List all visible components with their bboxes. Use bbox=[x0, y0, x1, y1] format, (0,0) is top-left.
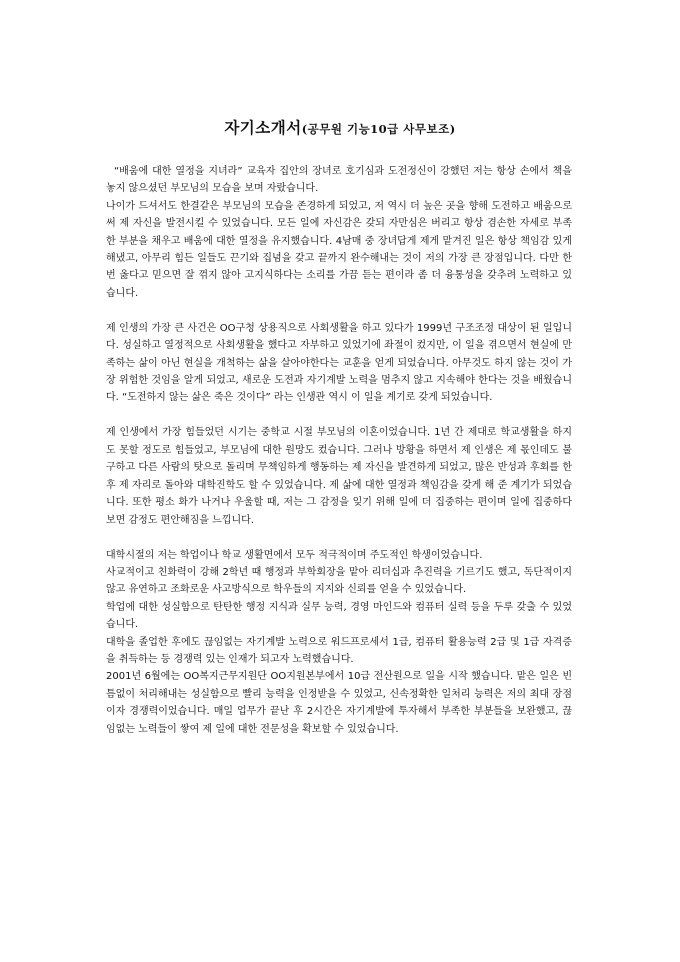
paragraph-certifications: 대학을 졸업한 후에도 끊임없는 자기계발 노력으로 워드프로세서 1급, 컴퓨터 활용능력 2급 및 1급 자격증을 취득하는 등 경쟁력 있는 인재가 되고자 노력했습니다. bbox=[106, 636, 572, 665]
paragraph-personality: 나이가 드셔서도 한결같은 부모님의 모습을 존경하게 되었고, 저 역시 더 높은 곳을 향해 도전하고 배움으로써 제 자신을 발전시킬 수 있었습니다. 모든 일에 자신감은 갖되 자만심은 버리고 항상 겸손한 자세로 부족한 부분을 채우고 배움에 대한 열정을 유지했습니다. 4남매 중 장녀답게 제게 맡겨진 일은 항상 책임감 있게 해냈고, 아무리 힘든 일들도 끈기와 집념을 갖고 끝까지 완수해내는 것이 저의 가장 큰 장점입니다. 다만 한번 옳다고 믿으면 잘 꺾지 않아 고지식하다는 소리를 가끔 듣는 편이라 좀 더 융통성을 갖추려 노력하고 있습니다. bbox=[106, 200, 572, 299]
paragraph-work-experience: 2001년 6월에는 OO복지근무지원단 OO지원본부에서 10급 전산원으로 일을 시작 했습니다. 맡은 일은 빈틈없이 처리해내는 성실함으로 빨리 능력을 인정받을 수 있었고, 신속정확한 일처리 능력은 저의 최대 장점이자 경쟁력이었습니다. 매일 업무가 끝난 후 2시간은 자기계발에 투자해서 부족한 부분들을 보완했고, 끊임없는 노력들이 쌓여 제 일에 대한 전문성을 확보할 수 있었습니다. bbox=[106, 671, 572, 735]
paragraph-life-event: 제 인생의 가장 큰 사건은 OO구청 상용직으로 사회생활을 하고 있다가 1999년 구조조정 대상이 된 일입니다. 성실하고 열정적으로 사회생활을 했다고 자부하고 있었기에 좌절이 컸지만, 이 일을 겪으면서 현실에 만족하는 삶이 아닌 현실을 개척하는 삶을 살아야한다는 교훈을 얻게 되었습니다. 아무것도 하지 않는 것이 가장 위험한 것임을 알게 되었고, 새로운 도전과 자기계발 노력을 멈추지 않고 지속해야 한다는 것을 배웠습니다. “도전하지 않는 삶은 죽은 것이다” 라는 인생관 역시 이 일을 계기로 갖게 되었습니다. bbox=[106, 322, 572, 404]
title-main: 자기소개서 bbox=[224, 118, 302, 137]
title-subtitle: (공무원 기능10급 사무보조) bbox=[301, 122, 456, 136]
paragraph-leadership: 사교적이고 친화력이 강해 2학년 때 행정과 부학회장을 맡아 리더십과 추진력을 기르기도 했고, 독단적이지 않고 유연하고 조화로운 사고방식으로 학우들의 지지와 신뢰를 얻을 수 있었습니다. bbox=[106, 566, 572, 596]
paragraph-academics: 학업에 대한 성실함으로 탄탄한 행정 지식과 실무 능력, 경영 마인드와 컴퓨터 실력 등을 두루 갖출 수 있었습니다. bbox=[106, 601, 572, 631]
paragraph-hardship: 제 인생에서 가장 힘들었던 시기는 중학교 시절 부모님의 이혼이었습니다. 1년 간 제대로 학교생활을 하지도 못할 정도로 힘들었고, 부모님에 대한 원망도 컸습니다. 그러나 방황을 하면서 제 인생은 제 몫인데도 불구하고 다른 사람의 탓으로 돌리며 무책임하게 행동하는 제 자신을 발견하게 되었고, 많은 반성과 후회를 한 후 제 자리로 돌아와 대학진학도 할 수 있었습니다. 제 삶에 대한 열정과 책임감을 갖게 해 준 계기가 되었습니다. 또한 평소 화가 나거나 우울할 때, 저는 그 감정을 잊기 위해 일에 더 집중하는 편이며 일에 집중하다보면 감정도 편안해짐을 느낍니다. bbox=[106, 427, 572, 526]
document-body bbox=[106, 163, 572, 738]
document-title bbox=[0, 116, 680, 138]
paragraph-upbringing: “배움에 대한 열정을 지녀라” 교육자 집안의 장녀로 호기심과 도전정신이 강했던 저는 항상 손에서 책을 놓지 않으셨던 부모님의 모습을 보며 자랐습니다. bbox=[106, 166, 572, 195]
paragraph-college: 대학시절의 저는 학업이나 학교 생활면에서 모두 적극적이며 주도적인 학생이었습니다. bbox=[106, 549, 483, 561]
